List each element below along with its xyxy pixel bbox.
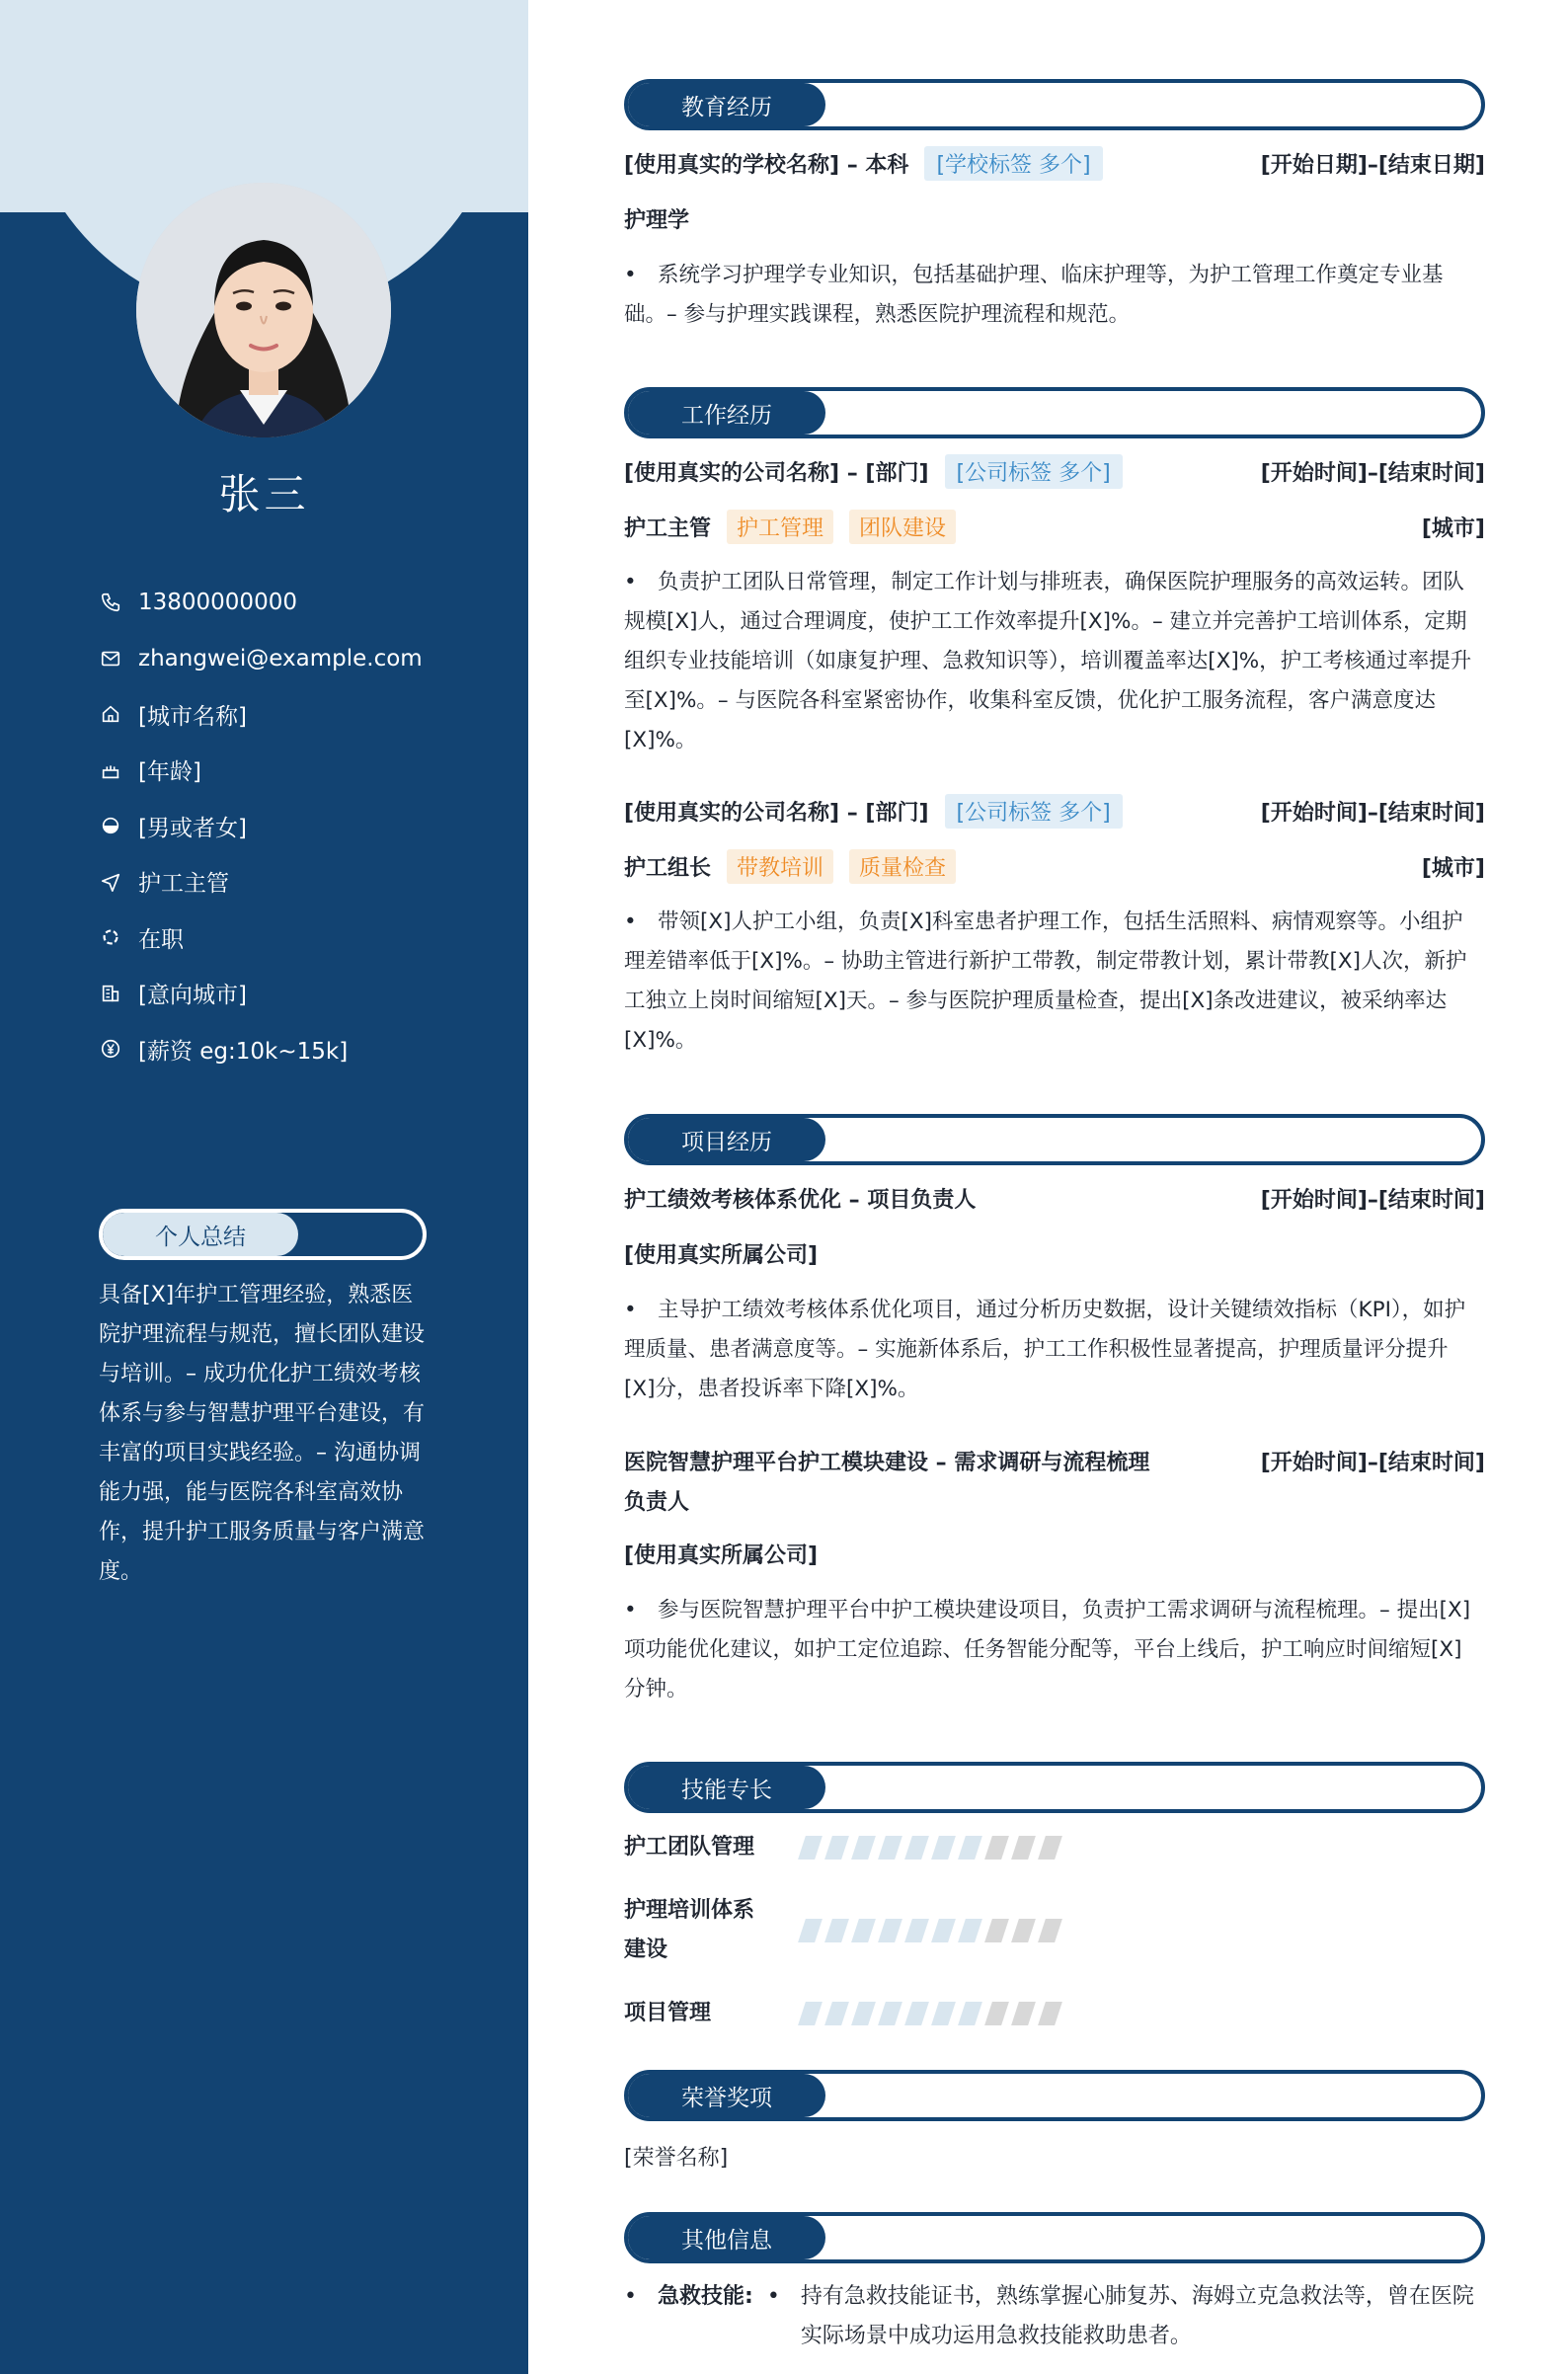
skill-segment-empty: [1011, 2002, 1036, 2025]
contact-text: [年龄]: [138, 759, 201, 786]
skill-segment-filled: [824, 2002, 849, 2025]
section-title: 教育经历: [628, 83, 825, 126]
skill-segment-filled: [798, 1836, 823, 1860]
skill-row: [624, 1828, 1485, 1867]
work-date: [开始时间]–[结束时间]: [1260, 801, 1485, 826]
sidebar: [0, 0, 528, 2374]
skill-segment-empty: [984, 2002, 1009, 2025]
honors-section-header: [624, 2070, 1485, 2121]
contact-text: [男或者女]: [138, 815, 247, 841]
bullet: •: [766, 2284, 780, 2309]
skills-section-header: [624, 1762, 1485, 1813]
contact-position: [99, 854, 423, 910]
skill-segment-filled: [851, 1919, 876, 1942]
skill-tag: 护工管理: [727, 510, 833, 544]
school-name: [使用真实的学校名称] – 本科: [624, 153, 909, 178]
other-section-header: [624, 2212, 1485, 2263]
work-desc: [624, 563, 1473, 760]
bullet: •: [624, 910, 637, 934]
skill-name-cont: 建设: [624, 1938, 668, 1962]
work-item-header: [624, 454, 1485, 489]
skill-segment-empty: [984, 1836, 1009, 1860]
project-company-row: [624, 1238, 1485, 1269]
skill-segment-filled: [798, 2002, 823, 2025]
skill-segment-filled: [904, 2002, 929, 2025]
skill-segment-empty: [1038, 2002, 1062, 2025]
school-tag: [学校标签 多个]: [924, 146, 1102, 181]
skill-segment-filled: [824, 1919, 849, 1942]
section-title: 荣誉奖项: [628, 2074, 825, 2117]
contact-city: [99, 686, 423, 743]
bullet: •: [624, 2284, 637, 2309]
contact-target-city: [99, 966, 423, 1022]
skill-segment-filled: [904, 1919, 929, 1942]
honor-name: [荣誉名称]: [624, 2146, 729, 2171]
avatar: [136, 183, 391, 437]
work-desc-text: 负责护工团队日常管理，制定工作计划与排班表，确保医院护理服务的高效运转。团队规模[X]人，通过合理调度，使护工工作效率提升[X]%。– 建立并完善护工培训体系，定期组织专业技能培训（如康复护理、急救知识等），培训覆盖率达[X]%，护工考核通过率提升至[X]%。– 与医院各科室紧密协作，收集科室反馈，优化护工服务流程，客户满意度达[X]%。: [624, 570, 1472, 752]
contact-status: [99, 910, 423, 966]
project-desc: [624, 1291, 1473, 1409]
summary-text: 具备[X]年护工管理经验，熟悉医院护理流程与规范，擅长团队建设与培训。– 成功优化护工绩效考核体系与参与智慧护理平台建设，有丰富的项目实践经验。– 沟通协调能力强，能与医院各科室高效协作，提升护工服务质量与客户满意度。: [99, 1283, 426, 1584]
skill-segment-filled: [904, 1836, 929, 1860]
skill-segment-filled: [878, 1919, 902, 1942]
project-name-block: [624, 1444, 1149, 1523]
major: 护理学: [624, 208, 690, 233]
section-title: 项目经历: [628, 1118, 825, 1161]
skill-tag: 团队建设: [849, 510, 956, 544]
skill-segment-filled: [851, 2002, 876, 2025]
summary-title: 个人总结: [103, 1213, 298, 1256]
education-date: [开始日期]–[结束日期]: [1260, 153, 1485, 178]
project-name: 护工绩效考核体系优化 – 项目负责人: [624, 1188, 977, 1213]
work-date: [开始时间]–[结束时间]: [1260, 461, 1485, 486]
project-desc: [624, 1591, 1473, 1709]
contact-text: 护工主管: [138, 871, 229, 898]
send-icon: [99, 870, 122, 894]
skill-tag: 质量检查: [849, 849, 956, 884]
salary-icon: [99, 1037, 122, 1061]
email-icon: [99, 647, 122, 671]
contact-age: [99, 743, 423, 799]
contact-text: [薪资 eg:10k~15k]: [138, 1038, 349, 1065]
cake-icon: [99, 758, 122, 782]
project-desc-text: 主导护工绩效考核体系优化项目，通过分析历史数据，设计关键绩效指标（KPI），如护理质量、患者满意度等。– 实施新体系后，护工工作积极性显著提高，护理质量评分提升[X]分，患者投诉率下降[X]%。: [624, 1298, 1466, 1401]
profile-name: 张三: [218, 470, 310, 518]
work-desc-text: 带领[X]人护工小组，负责[X]科室患者护理工作，包括生活照料、病情观察等。小组护理差错率低于[X]%。– 协助主管进行新护工带教，制定带教计划，累计带教[X]人次，新护工独立上岗时间缩短[X]天。– 参与医院护理质量检查，提出[X]条改进建议，被采纳率达[X]%。: [624, 910, 1467, 1053]
project-company: [使用真实所属公司]: [624, 1543, 819, 1568]
avatar-portrait: [136, 183, 391, 437]
skill-name: 项目管理: [624, 2001, 712, 2025]
project-company: [使用真实所属公司]: [624, 1243, 819, 1268]
work-desc: [624, 903, 1473, 1061]
skill-level-bar: [802, 1919, 1058, 1942]
skill-segment-filled: [958, 2002, 982, 2025]
skill-name: 护工团队管理: [624, 1835, 755, 1860]
other-info-item: [624, 2277, 1485, 2356]
contact-gender: [99, 798, 423, 854]
education-desc-text: 系统学习护理学专业知识，包括基础护理、临床护理等，为护工管理工作奠定专业基础。– 参与护理实践课程，熟悉医院护理流程和规范。: [624, 263, 1444, 327]
contact-text: 13800000000: [138, 590, 297, 616]
skill-segment-filled: [878, 1836, 902, 1860]
project-header: [624, 1183, 1485, 1214]
status-icon: [99, 925, 122, 949]
skill-row: [624, 1994, 1485, 2033]
role: 护工主管: [624, 516, 712, 541]
skill-row: [624, 1891, 1485, 1970]
skill-segment-filled: [851, 1836, 876, 1860]
skill-segment-empty: [1038, 1836, 1062, 1860]
skill-segment-filled: [798, 1919, 823, 1942]
work-role-row: [624, 510, 1485, 544]
education-desc: [624, 256, 1473, 335]
skill-level-bar: [802, 1836, 1058, 1860]
bullet: •: [624, 263, 637, 287]
skill-segment-filled: [824, 1836, 849, 1860]
project-company-row: [624, 1539, 1485, 1569]
home-icon: [99, 702, 122, 726]
education-section-header: [624, 79, 1485, 130]
contact-text: [城市名称]: [138, 703, 247, 730]
work-role-row: [624, 849, 1485, 884]
phone-icon: [99, 591, 122, 614]
summary-section-header: [99, 1209, 427, 1260]
skill-segment-empty: [1011, 1919, 1036, 1942]
role: 护工组长: [624, 856, 712, 881]
project-date: [开始时间]–[结束时间]: [1260, 1188, 1485, 1213]
skill-segment-filled: [931, 1919, 956, 1942]
section-title: 其他信息: [628, 2216, 825, 2259]
contact-text: [意向城市]: [138, 983, 247, 1009]
other-label: 急救技能:: [658, 2284, 753, 2309]
section-title: 技能专长: [628, 1766, 825, 1809]
project-desc-text: 参与医院智慧护理平台中护工模块建设项目，负责护工需求调研与流程梳理。– 提出[X]项功能优化建议，如护工定位追踪、任务智能分配等，平台上线后，护工响应时间缩短[X]分钟。: [624, 1598, 1471, 1701]
skill-segment-filled: [931, 2002, 956, 2025]
skill-name-block: [624, 1891, 802, 1970]
company-tag: [公司标签 多个]: [945, 454, 1123, 489]
work-item-header: [624, 794, 1485, 829]
work-city: [城市]: [1421, 516, 1485, 541]
skill-segment-empty: [1038, 1919, 1062, 1942]
skill-name: 护理培训体系: [624, 1898, 755, 1923]
company-name: [使用真实的公司名称] – [部门]: [624, 801, 929, 826]
company-tag: [公司标签 多个]: [945, 794, 1123, 829]
gender-icon: [99, 814, 122, 837]
skill-tag: 带教培训: [727, 849, 833, 884]
project-header: [624, 1444, 1485, 1523]
project-name: 医院智慧护理平台护工模块建设 – 需求调研与流程梳理: [624, 1451, 1150, 1475]
section-title: 工作经历: [628, 391, 825, 435]
skill-level-bar: [802, 2002, 1058, 2025]
work-city: [城市]: [1421, 856, 1485, 881]
contact-text: 在职: [138, 926, 184, 953]
company-name: [使用真实的公司名称] – [部门]: [624, 461, 929, 486]
skill-segment-filled: [931, 1836, 956, 1860]
contact-text: zhangwei@example.com: [138, 645, 423, 672]
skill-segment-empty: [1011, 1836, 1036, 1860]
building-icon: [99, 982, 122, 1005]
project-date: [开始时间]–[结束时间]: [1260, 1451, 1485, 1475]
project-name-cont: 负责人: [624, 1490, 690, 1515]
other-text: 持有急救技能证书，熟练掌握心肺复苏、海姆立克急救法等，曾在医院实际场景中成功运用急救技能救助患者。: [800, 2284, 1474, 2348]
bullet: •: [624, 570, 637, 594]
education-row: [624, 146, 1485, 181]
projects-section-header: [624, 1114, 1485, 1165]
skill-segment-empty: [984, 1919, 1009, 1942]
major-row: [624, 203, 1485, 234]
contact-list: [99, 575, 423, 1077]
bullet: •: [624, 1298, 637, 1322]
contact-phone: [99, 575, 423, 631]
skill-segment-filled: [958, 1836, 982, 1860]
contact-email: [99, 631, 423, 687]
bullet: •: [624, 1598, 637, 1622]
skill-segment-filled: [958, 1919, 982, 1942]
skill-segment-filled: [878, 2002, 902, 2025]
work-section-header: [624, 387, 1485, 438]
contact-salary: [99, 1021, 423, 1077]
